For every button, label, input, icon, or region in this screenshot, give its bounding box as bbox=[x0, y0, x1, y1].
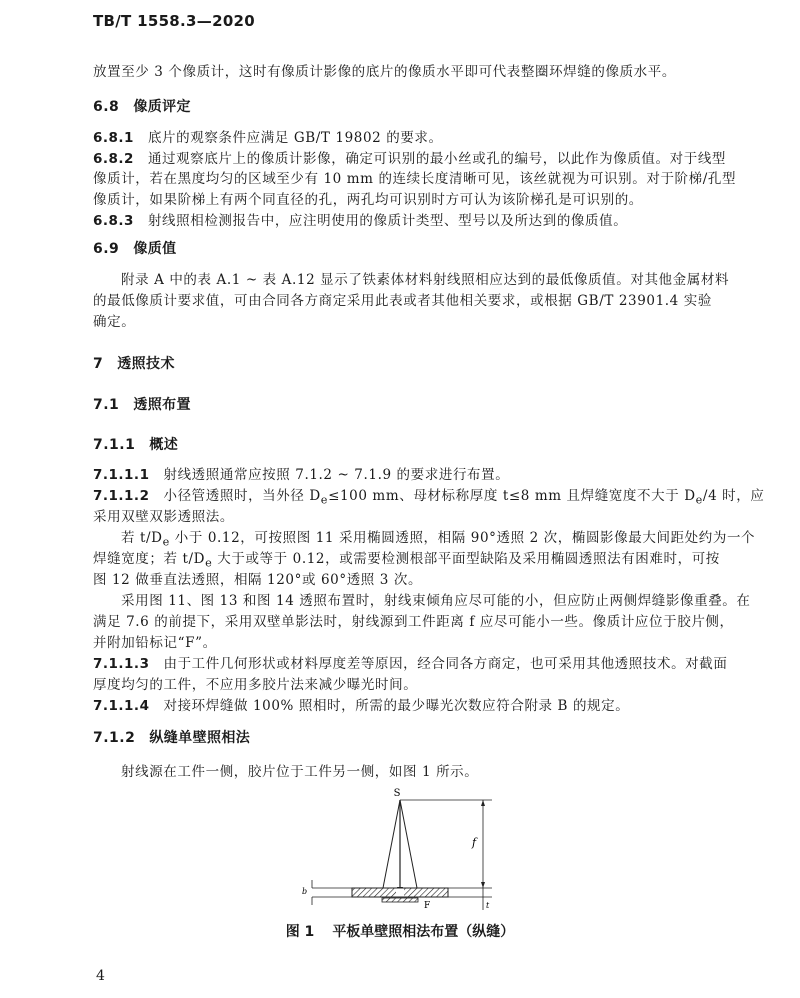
heading-title: 概述 bbox=[149, 437, 179, 453]
heading-number: 7.1.1 bbox=[93, 437, 136, 453]
clause-7-1-1-3 bbox=[93, 652, 727, 672]
beam-line-left bbox=[383, 800, 400, 888]
figure-1-diagram bbox=[300, 784, 500, 914]
para-line: 图 12 做垂直法透照，相隔 120°或 60°透照 3 次。 bbox=[93, 572, 423, 588]
para-line: 采用图 11、图 13 和图 14 透照布置时，射线束倾角应尽可能的小，但应防止两侧焊缝影像重叠。在 bbox=[121, 593, 751, 609]
clause-text: 射线照相检测报告中，应注明使用的像质计类型、型号以及所达到的像质值。 bbox=[147, 213, 628, 229]
dimension-arrow bbox=[481, 800, 485, 806]
figure-caption bbox=[0, 921, 800, 941]
dimension-arrow bbox=[481, 882, 485, 888]
clause-text: ≤100 mm、母材标称厚度 t≤8 mm 且焊缝宽度不大于 D bbox=[328, 488, 696, 504]
text: 焊缝宽度；若 t/D bbox=[93, 551, 206, 567]
dimension-label-t: t bbox=[486, 901, 490, 910]
text: 小于 0.12，可按照图 11 采用椭圆透照，相隔 90°透照 2 次，椭圆影像最大间距处约为一个 bbox=[169, 530, 756, 546]
heading-title: 纵缝单壁照相法 bbox=[149, 730, 251, 746]
clause-text: /4 时，应 bbox=[702, 488, 765, 504]
para-line: 像质计，若在黑度均匀的区域至少有 10 mm 的连续长度清晰可见，该丝就视为可识别。对于阶梯/孔型 bbox=[93, 171, 737, 187]
heading-7-1-1 bbox=[93, 434, 178, 454]
heading-7-1-2 bbox=[93, 727, 250, 747]
clause-number: 7.1.1.4 bbox=[93, 698, 150, 714]
heading-number: 7 bbox=[93, 356, 104, 372]
beam-line-right bbox=[400, 800, 417, 888]
para-line bbox=[93, 547, 720, 570]
subscript: e bbox=[320, 493, 329, 507]
para-line: 像质计，如果阶梯上有两个同直径的孔，两孔均可识别时方可认为该阶梯孔是可识别的。 bbox=[93, 192, 643, 208]
source-label-s: S bbox=[393, 788, 401, 799]
clause-text: 射线透照通常应按照 7.1.2 ~ 7.1.9 的要求进行布置。 bbox=[163, 467, 510, 483]
clause-6-8-2 bbox=[93, 147, 726, 167]
plate-hatch-right bbox=[404, 888, 448, 897]
para-line: 放置至少 3 个像质计，这时有像质计影像的底片的像质水平即可代表整圈环焊缝的像质水平。 bbox=[93, 64, 676, 80]
clause-number: 7.1.1.1 bbox=[93, 467, 150, 483]
dimension-label-b: b bbox=[302, 887, 308, 896]
para-line: 满足 7.6 的前提下，采用双壁单影法时，射线源到工件距离 f 应尽可能小一些。像质计应位于胶片侧， bbox=[93, 614, 734, 630]
para-line: 确定。 bbox=[93, 314, 136, 330]
dimension-label-f: f bbox=[472, 836, 477, 849]
para-line bbox=[121, 526, 755, 549]
clause-number: 6.8.1 bbox=[93, 130, 134, 146]
clause-number: 6.8.3 bbox=[93, 213, 134, 229]
clause-number: 7.1.1.3 bbox=[93, 656, 150, 672]
plate-hatch-left bbox=[352, 888, 396, 897]
standard-header: TB/T 1558.3—2020 bbox=[93, 12, 256, 30]
heading-6-9 bbox=[93, 238, 177, 258]
clause-6-8-3 bbox=[93, 209, 627, 229]
clause-text: 小径管透照时，当外径 D bbox=[163, 488, 321, 504]
para-line: 采用双壁双影透照法。 bbox=[93, 509, 234, 525]
clause-6-8-1 bbox=[93, 126, 443, 146]
para-line: 厚度均匀的工件，不应用多胶片法来减少曝光时间。 bbox=[93, 677, 418, 693]
film bbox=[382, 898, 418, 902]
clause-text: 由于工件几何形状或材料厚度差等原因，经合同各方商定，也可采用其他透照技术。对截面 bbox=[163, 656, 728, 672]
para-line: 并附加铅标记“F”。 bbox=[93, 635, 217, 651]
clause-number: 7.1.1.2 bbox=[93, 488, 150, 504]
heading-6-8 bbox=[93, 96, 191, 116]
heading-7 bbox=[93, 353, 175, 373]
heading-number: 7.1.2 bbox=[93, 730, 136, 746]
heading-title: 透照技术 bbox=[117, 356, 175, 372]
heading-title: 像质评定 bbox=[133, 99, 191, 115]
clause-7-1-1-1 bbox=[93, 463, 509, 483]
heading-number: 6.8 bbox=[93, 99, 120, 115]
clause-text: 通过观察底片上的像质计影像，确定可识别的最小丝或孔的编号，以此作为像质值。对于线型 bbox=[147, 151, 727, 167]
figure-caption-text: 平板单壁照相法布置（纵缝） bbox=[332, 924, 515, 940]
subscript: e bbox=[695, 493, 703, 507]
heading-title: 透照布置 bbox=[133, 397, 191, 413]
heading-number: 7.1 bbox=[93, 397, 120, 413]
text: 大于或等于 0.12，或需要检测根部平面型缺陷及采用椭圆透照法有困难时，可按 bbox=[212, 551, 720, 567]
clause-number: 6.8.2 bbox=[93, 151, 134, 167]
text: 若 t/D bbox=[121, 530, 163, 546]
clause-text: 对接环焊缝做 100% 照相时，所需的最少曝光次数应符合附录 B 的规定。 bbox=[163, 698, 630, 714]
subscript: e bbox=[162, 535, 170, 549]
page-number: 4 bbox=[96, 968, 105, 984]
film-label-f: F bbox=[424, 901, 431, 911]
heading-7-1 bbox=[93, 394, 191, 414]
heading-title: 像质值 bbox=[133, 241, 177, 257]
para-line: 附录 A 中的表 A.1 ~ 表 A.12 显示了铁素体材料射线照相应达到的最低像质值。对其他金属材料 bbox=[121, 272, 730, 288]
clause-7-1-1-2 bbox=[93, 484, 764, 507]
heading-number: 6.9 bbox=[93, 241, 120, 257]
clause-7-1-1-4 bbox=[93, 694, 629, 714]
subscript: e bbox=[205, 556, 213, 570]
figure-number: 图 1 bbox=[285, 924, 315, 940]
para-line: 射线源在工件一侧，胶片位于工件另一侧，如图 1 所示。 bbox=[121, 764, 479, 780]
clause-text: 底片的观察条件应满足 GB/T 19802 的要求。 bbox=[147, 130, 443, 146]
para-line: 的最低像质计要求值，可由合同各方商定采用此表或者其他相关要求，或根据 GB/T 23901.4 实验 bbox=[93, 293, 712, 309]
